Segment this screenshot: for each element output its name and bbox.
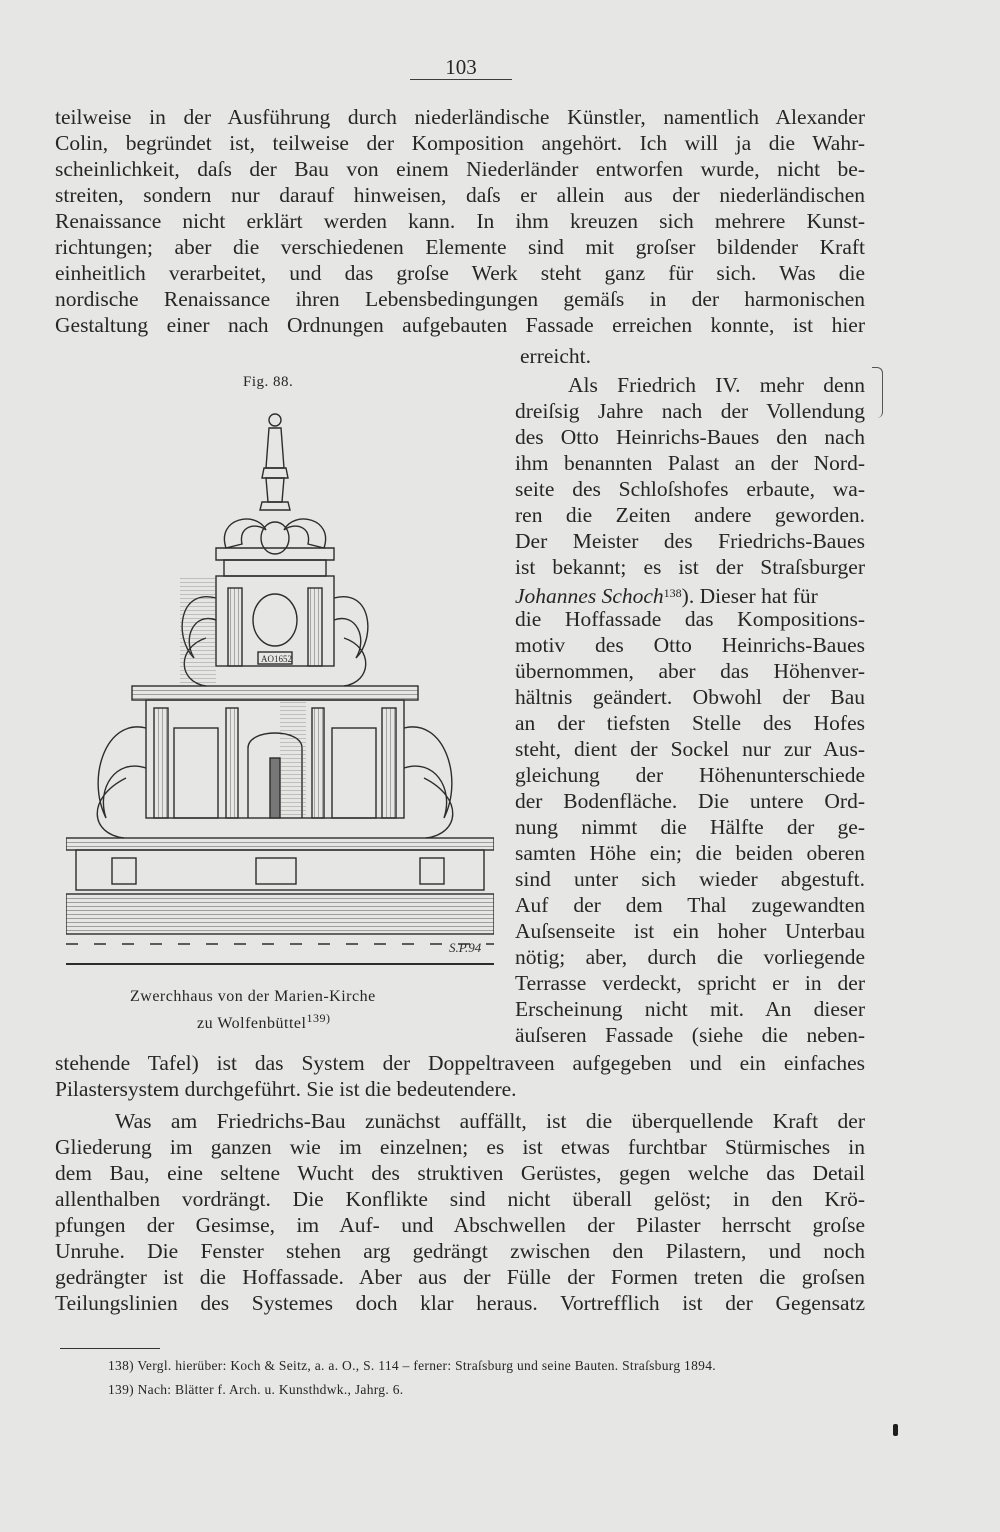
side-line: der Bodenfläche. Die untere Ord- <box>515 789 865 813</box>
body-bottom-line: stehende Tafel) ist das System der Doppeltraveen aufgegeben und ein einfaches <box>55 1051 865 1075</box>
body-bottom-line: Was am Friedrichs-Bau zunächst auffällt, ist die überquellende Kraft der <box>115 1109 865 1133</box>
figure-label: Fig. 88. <box>243 374 294 390</box>
footnote-138: 138) Vergl. hierüber: Koch & Seitz, a. a. O., S. 114 – ferner: Straſsburg und seine Bauten. Straſsburg 1894. <box>108 1358 716 1373</box>
body-top-line: Renaissance nicht erklärt werden kann. In ihm kreuzen sich mehrere Kunst- <box>55 209 865 233</box>
body-top-line: Colin, begründet ist, teilweise der Komposition angehört. Ich will ja die Wahr- <box>55 131 865 155</box>
figure-88-illustration <box>66 398 494 970</box>
schoch-name: Johannes Schoch <box>515 584 664 608</box>
body-bottom-line: allenthalben vordrängt. Die Konflikte sind nicht überall gelöst; in den Krö- <box>55 1187 865 1211</box>
figure-caption-line2 <box>197 1011 330 1033</box>
body-top-line: teilweise in der Ausführung durch niederländische Künstler, namentlich Alexander <box>55 105 865 129</box>
body-top-line-last: erreicht. <box>520 344 592 368</box>
body-bottom-line: dem Bau, eine seltene Wucht des struktiven Gerüstes, gegen welche das Detail <box>55 1161 865 1185</box>
body-bottom-line: Teilungslinien des Systemes doch klar heraus. Vortrefflich ist der Gegensatz <box>55 1291 865 1315</box>
side-line: ihm benannten Palast an der Nord- <box>515 451 865 475</box>
side-line: nötig; aber, durch die vorliegende <box>515 945 865 969</box>
body-bottom-line: Unruhe. Die Fenster stehen arg gedrängt zwischen den Pilastern, und noch <box>55 1239 865 1263</box>
side-line: steht, dient der Sockel nur zur Aus- <box>515 737 865 761</box>
body-top-line: scheinlichkeit, daſs der Bau von einem Niederländer entworfen wurde, nicht be- <box>55 157 865 181</box>
side-line: hältnis geändert. Obwohl der Bau <box>515 685 865 709</box>
page-number-rule <box>410 79 512 80</box>
side-line: Erscheinung nicht mit. An dieser <box>515 997 865 1021</box>
page-number: 103 <box>445 55 477 79</box>
footnote-139: 139) Nach: Blätter f. Arch. u. Kunsthdwk., Jahrg. 6. <box>108 1382 404 1397</box>
schoch-footnote-ref: 138 <box>663 586 682 600</box>
figure-caption-line1 <box>130 988 376 1006</box>
side-line: seite des Schloſshofes erbaute, wa- <box>515 477 865 501</box>
margin-bracket <box>872 367 883 418</box>
caption-text: zu Wolfenbüttel <box>197 1015 307 1032</box>
body-bottom-line: gedrängter ist die Hoffassade. Aber aus der Fülle der Formen treten die groſsen <box>55 1265 865 1289</box>
side-line: die Hoffassade das Kompositions- <box>515 607 865 631</box>
caption-footnote-ref: 139) <box>306 1011 331 1025</box>
body-top-line: richtungen; aber die verschiedenen Elemente sind mit groſser bildender Kraft <box>55 235 865 259</box>
gable-drawing <box>66 398 494 970</box>
body-bottom-line: Pilastersystem durchgeführt. Sie ist die bedeutendere. <box>55 1077 517 1101</box>
side-line: übernommen, aber das Höhenver- <box>515 659 865 683</box>
figure-signature: S.P.94 <box>449 940 482 955</box>
side-line: ren die Zeiten andere geworden. <box>515 503 865 527</box>
side-line: Auf der dem Thal zugewandten <box>515 893 865 917</box>
side-line-schoch <box>515 580 865 609</box>
side-line: dreiſsig Jahre nach der Vollendung <box>515 399 865 423</box>
body-bottom-line: Gliederung im ganzen wie im einzelnen; es ist etwas furchtbar Stürmisches in <box>55 1135 865 1159</box>
body-bottom-line: pfungen der Gesimse, im Auf- und Abschwellen der Pilaster herrscht groſse <box>55 1213 865 1237</box>
side-line: an der tiefsten Stelle des Hofes <box>515 711 865 735</box>
caption-text: Zwerchhaus von der Marien-Kirche <box>130 988 376 1005</box>
ink-speck <box>893 1424 898 1436</box>
side-line: Der Meister des Friedrichs-Baues <box>515 529 865 553</box>
side-line: des Otto Heinrichs-Baues den nach <box>515 425 865 449</box>
side-line: gleichung der Höhenunterschiede <box>515 763 865 787</box>
side-line: Auſsenseite ist ein hoher Unterbau <box>515 919 865 943</box>
side-line: Als Friedrich IV. mehr denn <box>568 373 865 397</box>
side-line: sind unter sich wieder abgestuft. <box>515 867 865 891</box>
side-line: nung nimmt die Hälfte der ge- <box>515 815 865 839</box>
side-line: äuſseren Fassade (siehe die neben- <box>515 1023 865 1047</box>
body-top-line: einheitlich verarbeitet, und das groſse Werk steht ganz für sich. Was die <box>55 261 865 285</box>
body-top-line: nordische Renaissance ihren Lebensbedingungen gemäſs in der harmonischen <box>55 287 865 311</box>
side-line: motiv des Otto Heinrichs-Baues <box>515 633 865 657</box>
footnote-rule <box>60 1348 160 1349</box>
body-top-line: Gestaltung einer nach Ordnungen aufgebauten Fassade erreichen konnte, ist hier <box>55 313 865 337</box>
side-line: samten Höhe ein; die beiden oberen <box>515 841 865 865</box>
schoch-rest: ). Dieser hat für <box>681 584 818 608</box>
side-line: ist bekannt; es ist der Straſsburger <box>515 555 865 579</box>
date-plaque: AO1652 <box>261 654 292 664</box>
body-top-line: streiten, sondern nur darauf hinweisen, daſs er allein aus der niederländischen <box>55 183 865 207</box>
side-line: Terrasse verdeckt, spricht er in der <box>515 971 865 995</box>
